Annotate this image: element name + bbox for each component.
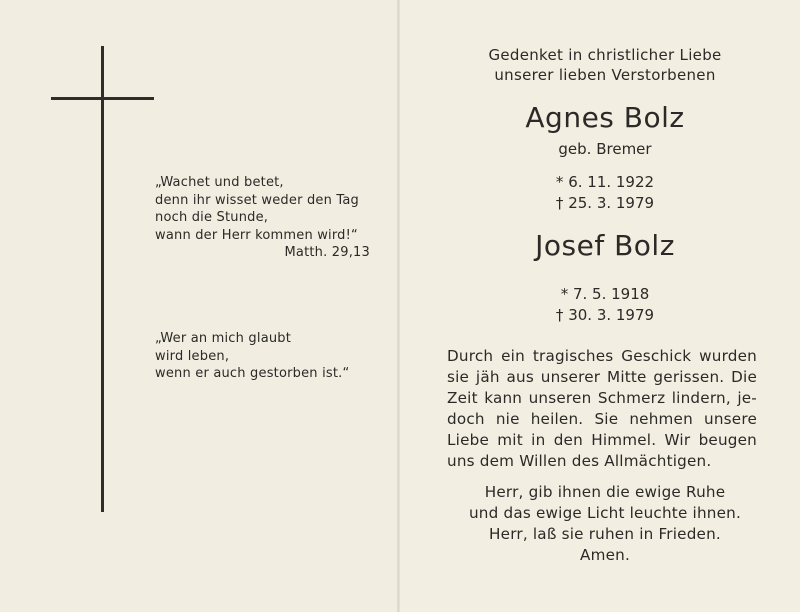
left-panel <box>0 0 398 612</box>
intro-line: Gedenket in christlicher Liebe <box>488 46 722 64</box>
prayer-text <box>420 482 790 566</box>
memorial-text-line: Durch ein tragisches Geschick wurden <box>447 347 757 365</box>
bible-quote-believe <box>155 330 370 383</box>
quote-line: wird leben, <box>155 348 230 364</box>
dates-agnes <box>420 172 790 214</box>
quote-line: denn ihr wisset weder den Tag <box>155 192 359 208</box>
deceased-name-josef: Josef Bolz <box>535 229 675 262</box>
quote-line: wenn er auch gestorben ist.“ <box>155 366 350 381</box>
birth-date: * 7. 5. 1918 <box>560 285 650 303</box>
memorial-text-line: Zeit kann unseren Schmerz lindern, je- <box>447 389 757 407</box>
quote-line: noch die Stunde, <box>155 210 269 225</box>
prayer-line: und das ewige Licht leuchte ihnen. <box>468 504 741 522</box>
prayer-line: Amen. <box>580 546 630 564</box>
quote-line: wann der Herr kommen wird!“ <box>155 227 358 243</box>
cross-icon-horizontal-bar <box>51 97 154 100</box>
death-date: † 25. 3. 1979 <box>555 194 655 212</box>
cross-icon-vertical-bar <box>101 46 104 512</box>
quote-line: „Wer an mich glaubt <box>155 331 292 346</box>
quote-line: „Wachet und betet, <box>155 175 284 190</box>
prayer-line: Herr, gib ihnen die ewige Ruhe <box>484 483 726 501</box>
intro-text <box>420 45 790 85</box>
prayer-line: Herr, laß sie ruhen in Frieden. <box>489 525 721 543</box>
intro-line: unserer lieben Verstorbenen <box>494 66 716 84</box>
dates-josef <box>420 284 790 326</box>
memorial-text <box>447 346 757 472</box>
memorial-text-line: Liebe mit in den Himmel. Wir beugen <box>447 431 757 449</box>
birth-date: * 6. 11. 1922 <box>555 173 655 191</box>
bible-quote-watch-and-pray <box>155 174 370 262</box>
memorial-text-line: doch nie heilen. Sie nehmen unsere <box>447 410 757 428</box>
maiden-name: geb. Bremer <box>558 140 652 158</box>
quote-reference: Matth. 29,13 <box>284 245 370 260</box>
death-date: † 30. 3. 1979 <box>555 306 655 324</box>
memorial-text-line: uns dem Willen des Allmächtigen. <box>447 452 712 470</box>
deceased-name-agnes: Agnes Bolz <box>525 101 685 134</box>
memorial-text-line: sie jäh aus unserer Mitte gerissen. Die <box>447 368 757 386</box>
